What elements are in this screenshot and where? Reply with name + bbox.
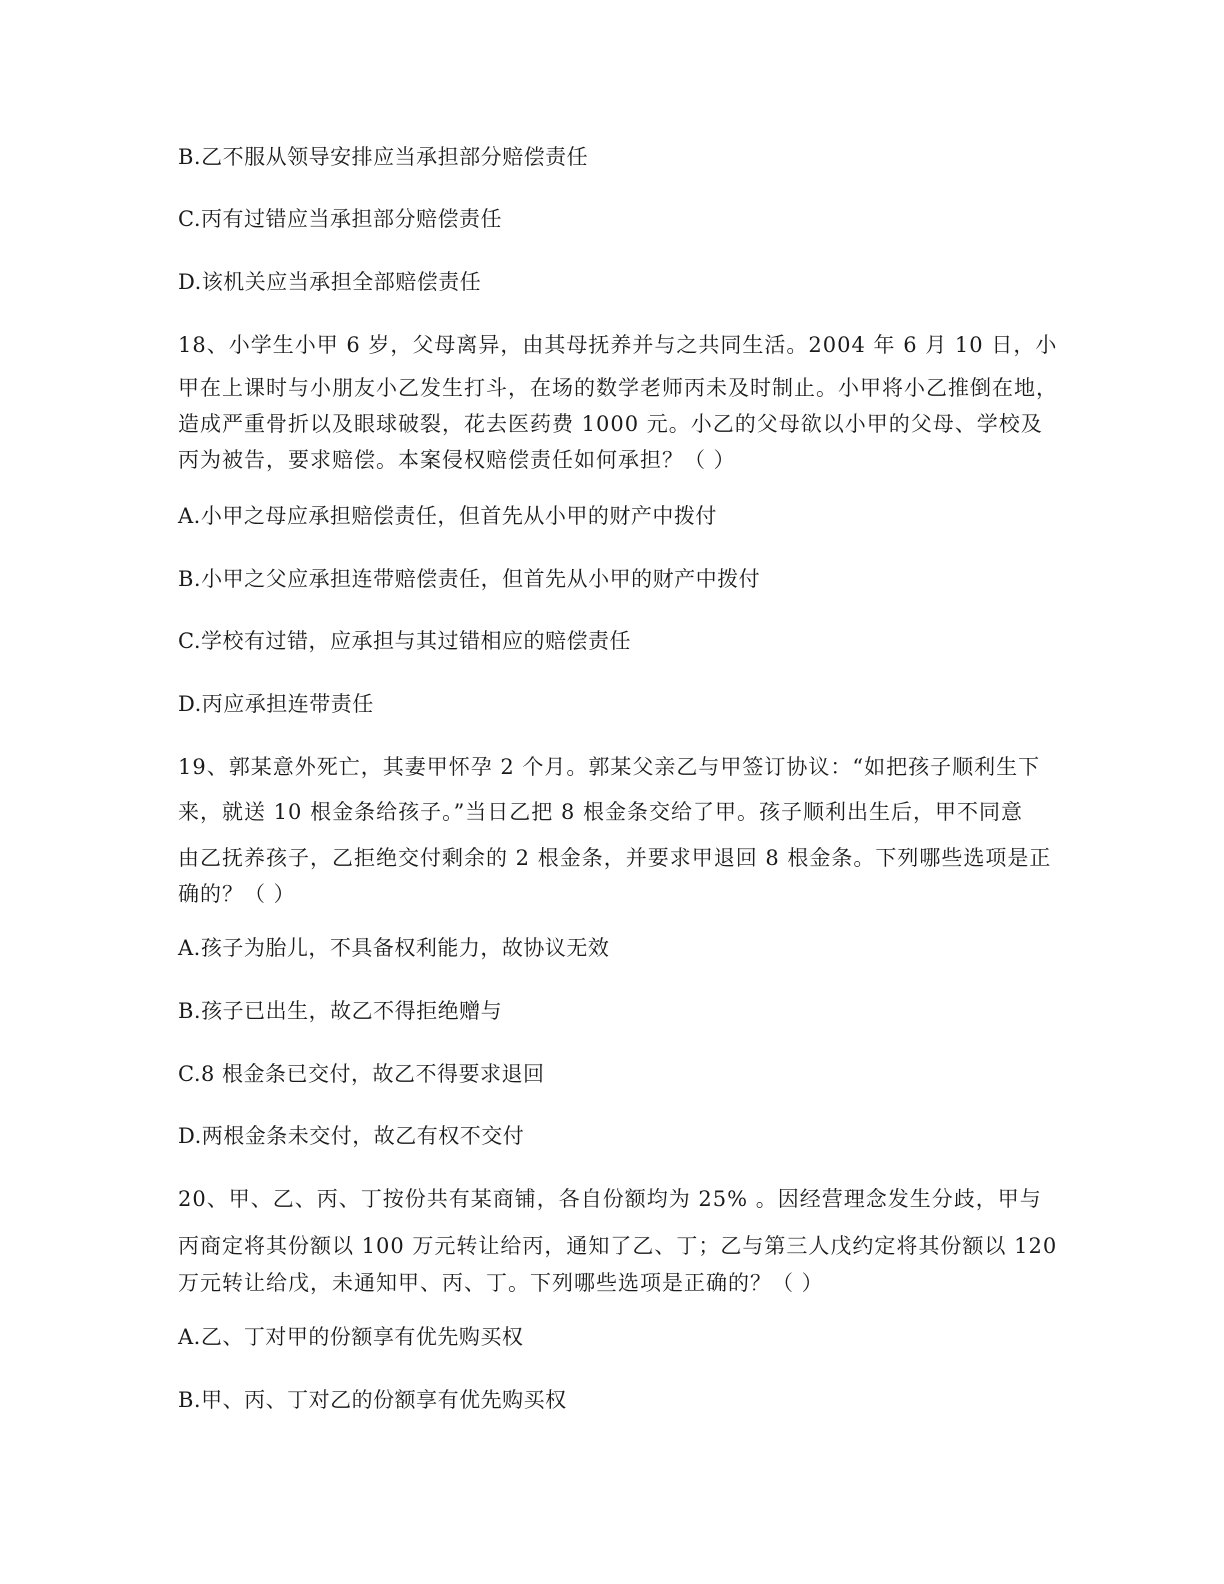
q19-stem-line-4: 确的？（ ） [178, 882, 296, 906]
q19-stem-line-3: 由乙抚养孩子，乙拒绝交付剩余的 2 根金条，并要求甲退回 8 根金条。下列哪些选项是正 [178, 846, 1052, 870]
q19-option-c: C.8 根金条已交付，故乙不得要求退回 [178, 1062, 545, 1086]
q18-option-d: D.丙应承担连带责任 [178, 692, 374, 716]
q18-stem-line-3: 造成严重骨折以及眼球破裂，花去医药费 1000 元。小乙的父母欲以小甲的父母、学校及 [178, 412, 1043, 436]
q17-option-c: C.丙有过错应当承担部分赔偿责任 [178, 207, 502, 231]
q19-option-a: A.孩子为胎儿，不具备权利能力，故协议无效 [178, 936, 610, 960]
q20-stem-line-1: 20、甲、乙、丙、丁按份共有某商铺，各自份额均为 25% 。因经营理念发生分歧，甲与 [178, 1187, 1042, 1211]
q18-stem-line-1: 18、小学生小甲 6 岁，父母离异，由其母抚养并与之共同生活。2004 年 6 月 10 日，小 [178, 333, 1058, 357]
q18-option-b: B.小甲之父应承担连带赔偿责任，但首先从小甲的财产中拨付 [178, 567, 761, 591]
q18-stem-line-4: 丙为被告，要求赔偿。本案侵权赔偿责任如何承担？（ ） [178, 448, 736, 472]
q17-option-b: B.乙不服从领导安排应当承担部分赔偿责任 [178, 145, 589, 169]
q17-option-d: D.该机关应当承担全部赔偿责任 [178, 270, 482, 294]
q18-stem-line-2: 甲在上课时与小朋友小乙发生打斗，在场的数学老师丙未及时制止。小甲将小乙推倒在地， [178, 376, 1058, 400]
q20-stem-line-3: 万元转让给戊，未通知甲、丙、丁。下列哪些选项是正确的？（ ） [178, 1271, 824, 1295]
q19-option-b: B.孩子已出生，故乙不得拒绝赠与 [178, 999, 503, 1023]
q19-stem-line-1: 19、郭某意外死亡，其妻甲怀孕 2 个月。郭某父亲乙与甲签订协议：“如把孩子顺利生下 [178, 755, 1041, 779]
q18-option-c: C.学校有过错，应承担与其过错相应的赔偿责任 [178, 629, 631, 653]
q19-stem-line-2: 来，就送 10 根金条给孩子。”当日乙把 8 根金条交给了甲。孩子顺利出生后，甲不同意 [178, 800, 1024, 824]
q20-stem-line-2: 丙商定将其份额以 100 万元转让给丙，通知了乙、丁；乙与第三人戊约定将其份额以 120 [178, 1234, 1058, 1258]
q18-option-a: A.小甲之母应承担赔偿责任，但首先从小甲的财产中拨付 [178, 504, 717, 528]
q20-option-b: B.甲、丙、丁对乙的份额享有优先购买权 [178, 1388, 567, 1412]
q19-option-d: D.两根金条未交付，故乙有权不交付 [178, 1124, 525, 1148]
q20-option-a: A.乙、丁对甲的份额享有优先购买权 [178, 1325, 524, 1349]
